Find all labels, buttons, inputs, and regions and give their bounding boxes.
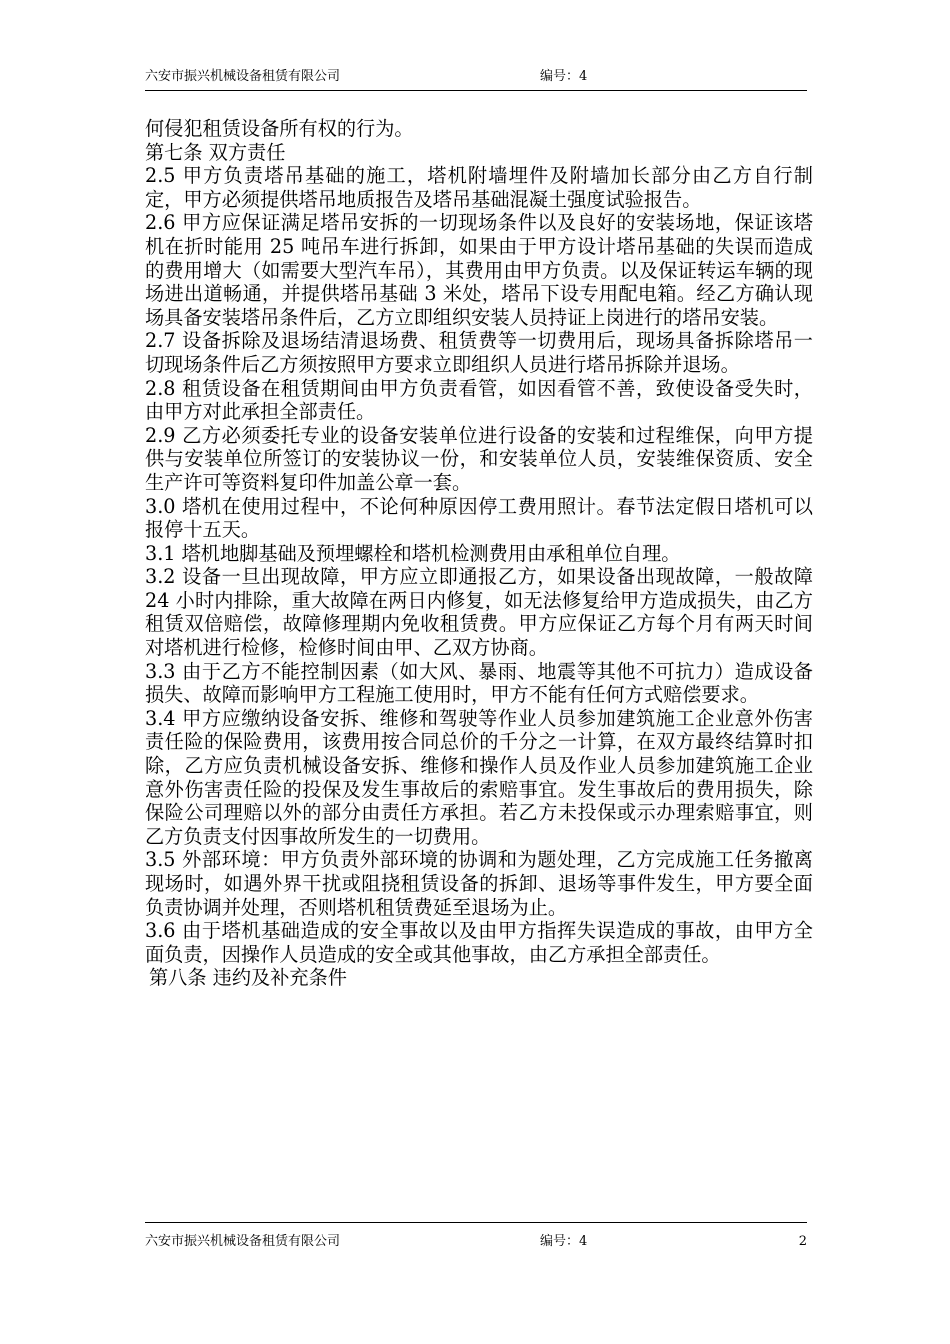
footer-page-number: 2 xyxy=(798,1234,807,1249)
footer-company-name: 六安市振兴机械设备租赁有限公司 xyxy=(145,1234,341,1249)
clause-2-5: 2.5 甲方负责塔吊基础的施工，塔机附墙埋件及附墙加长部分由乙方自行制定，甲方必须提供塔吊地质报告及塔吊基础混凝土强度试验报告。 xyxy=(145,164,813,211)
footer-serial-number: 编号：4 xyxy=(540,1234,588,1249)
document-body xyxy=(145,117,813,990)
clause-2-7: 2.7 设备拆除及退场结清退场费、租赁费等一切费用后，现场具备拆除塔吊一切现场条件后乙方须按照甲方要求立即组织人员进行塔吊拆除并退场。 xyxy=(145,329,813,376)
clause-2-9: 2.9 乙方必须委托专业的设备安装单位进行设备的安装和过程维保，向甲方提供与安装单位所签订的安装协议一份，和安装单位人员，安装维保资质、安全生产许可等资料复印件加盖公章一套。 xyxy=(145,423,813,494)
header-company-name: 六安市振兴机械设备租赁有限公司 xyxy=(145,69,341,84)
section-heading-article-7: 第七条 双方责任 xyxy=(145,140,286,164)
clause-3-0: 3.0 塔机在使用过程中，不论何种原因停工费用照计。春节法定假日塔机可以报停十五天。 xyxy=(145,494,813,542)
page-footer xyxy=(145,1222,807,1251)
header-serial-number: 编号：4 xyxy=(540,69,588,84)
clause-2-6: 2.6 甲方应保证满足塔吊安拆的一切现场条件以及良好的安装场地，保证该塔机在折时能用 25 吨吊车进行拆卸，如果由于甲方设计塔吊基础的失误而造成的费用增大（如需要大型汽车吊），其费用由甲方负责。以及保证转运车辆的现场进出道畅通，并提供塔吊基础 3 米处，塔吊下设专用配电箱。经乙方确认现场具备安装塔吊条件后，乙方立即组织安装人员持证上岗进行的塔吊安装。 xyxy=(145,211,813,329)
clause-3-4: 3.4 甲方应缴纳设备安拆、维修和驾驶等作业人员参加建筑施工企业意外伤害责任险的保险费用，该费用按合同总价的千分之一计算，在双方最终结算时扣除，乙方应负责机械设备安拆、维修和操作人员及作业人员参加建筑施工企业意外伤害责任险的投保及发生事故后的索赔事宜。发生事故后的费用损失，除保险公司理赔以外的部分由责任方承担。若乙方未投保或示办理索赔事宜，则乙方负责支付因事故所发生的一切费用。 xyxy=(145,706,813,848)
clause-3-1: 3.1 塔机地脚基础及预埋螺栓和塔机检测费用由承租单位自理。 xyxy=(145,541,681,565)
section-heading-article-8: 第八条 违约及补充条件 xyxy=(149,966,347,990)
clause-2-8: 2.8 租赁设备在租赁期间由甲方负责看管，如因看管不善，致使设备受失时，由甲方对此承担全部责任。 xyxy=(145,376,813,424)
clause-3-5: 3.5 外部环境：甲方负责外部环境的协调和为题处理，乙方完成施工任务撤离现场时，如遇外界干扰或阻挠租赁设备的拆卸、退场等事件发生，甲方要全面负责协调并处理，否则塔机租赁费延至退场为止。 xyxy=(145,848,813,919)
clause-3-3: 3.3 由于乙方不能控制因素（如大风、暴雨、地震等其他不可抗力）造成设备损失、故障而影响甲方工程施工使用时，甲方不能有任何方式赔偿要求。 xyxy=(145,659,813,707)
clause-3-6: 3.6 由于塔机基础造成的安全事故以及由甲方指挥失误造成的事故，由甲方全面负责，因操作人员造成的安全或其他事故，由乙方承担全部责任。 xyxy=(145,919,813,966)
clause-3-2: 3.2 设备一旦出现故障，甲方应立即通报乙方，如果设备出现故障，一般故障 24 小时内排除，重大故障在两日内修复，如无法修复给甲方造成损失，由乙方租赁双倍赔偿，故障修理期内免收租赁费。甲方应保证乙方每个月有两天时间对塔机进行检修，检修时间由甲、乙双方协商。 xyxy=(145,565,813,660)
paragraph-continuation: 何侵犯租赁设备所有权的行为。 xyxy=(145,117,414,140)
page-header xyxy=(145,68,807,91)
